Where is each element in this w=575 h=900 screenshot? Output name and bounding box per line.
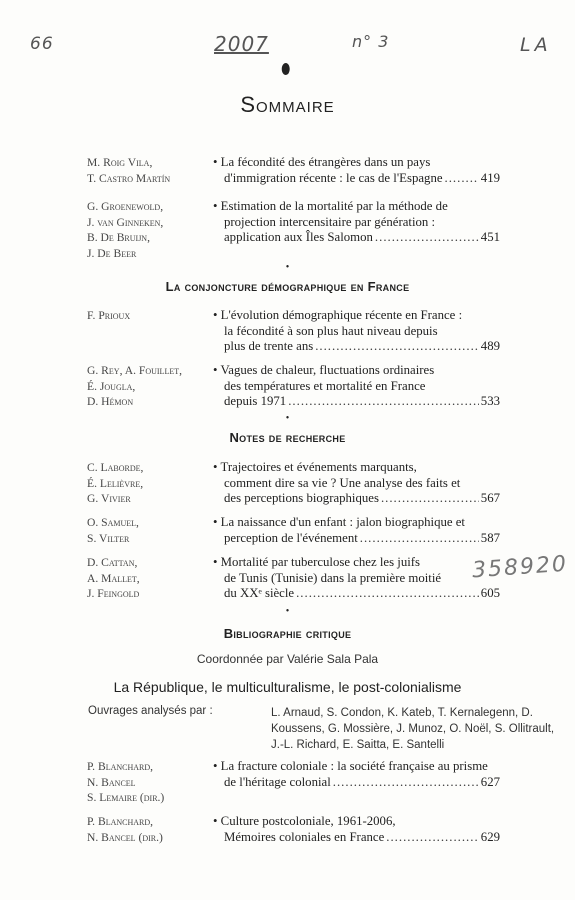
- page-title: Sommaire: [240, 92, 335, 117]
- handwritten-year: 2007: [214, 32, 269, 56]
- entry-page-number: 605: [480, 586, 500, 600]
- separator-bullet: •: [285, 262, 290, 273]
- entry-authors: M. Roig Vila, T. Castro Martín: [87, 156, 171, 185]
- entry-page-number: 489: [480, 339, 500, 353]
- entry-authors: P. Blanchard, N. Bancel S. Lemaire (dir.): [87, 760, 165, 804]
- entry-page-number: 567: [480, 491, 500, 505]
- coordinator-line: Coordonnée par Valérie Sala Pala: [196, 652, 379, 666]
- entry-description: • Culture postcoloniale, 1961-2006, Mémoires coloniales en France ..... 629: [213, 814, 500, 845]
- section-title-biblio: Bibliographie critique: [223, 626, 352, 641]
- entry-authors: G. Rey, A. Fouillet, É. Jougla, D. Hémon: [87, 364, 183, 408]
- separator-bullet: •: [285, 606, 290, 617]
- biblio-theme: La République, le multiculturalisme, le post-colonialisme: [113, 679, 462, 695]
- analysed-label: Ouvrages analysés par :: [88, 705, 213, 717]
- entry-authors: P. Blanchard, N. Bancel (dir.): [87, 815, 163, 844]
- entry-page-number: 533: [480, 394, 500, 408]
- handwritten-issue: n° 3: [352, 32, 390, 51]
- entry-authors: C. Laborde, É. Lelièvre, G. Vivier: [87, 461, 144, 505]
- separator-bullet: •: [285, 413, 290, 424]
- entry-page-number: 629: [480, 829, 500, 844]
- entry-description: • La naissance d'un enfant : jalon biographique et perception de l'événement ..... 587: [213, 515, 500, 546]
- entry-description: • L'évolution démographique récente en France : la fécondité à son plus haut niveau depuis plus de trente ans ..... 489: [213, 308, 500, 355]
- entry-authors: D. Cattan, A. Mallet, J. Feingold: [87, 556, 140, 600]
- entry-page-number: 627: [480, 774, 500, 789]
- entry-page-number: 451: [480, 230, 500, 244]
- entry-description: • Trajectoires et événements marquants, comment dire sa vie ? Une analyse des faits et des perceptions biographiques ..... 567: [213, 460, 500, 507]
- handwritten-stamp-number: 358920: [471, 551, 569, 584]
- entry-page-number: 419: [480, 170, 500, 185]
- entry-authors: G. Groenewold, J. van Ginneken, B. De Bruijn, J. De Beer: [87, 200, 164, 260]
- section-title-notes: Notes de recherche: [229, 430, 346, 445]
- entry-description: • La fracture coloniale : la société française au prisme de l'héritage colonial ..... 627: [213, 759, 500, 790]
- entry-description: • Vagues de chaleur, fluctuations ordinaires des températures et mortalité en France depuis 1971 ..... 533: [213, 363, 500, 410]
- entry-authors: F. Prioux: [87, 309, 131, 322]
- ornament-icon: ⬮: [281, 60, 291, 78]
- handwritten-initials: LA: [520, 34, 552, 56]
- entry-authors: O. Samuel, S. Vilter: [87, 516, 139, 545]
- handwritten-page-ref: 66: [30, 34, 54, 54]
- entry-description: • La fécondité des étrangères dans un pays d'immigration récente : le cas de l'Espagne ..... 419: [213, 155, 500, 186]
- analysed-names: L. Arnaud, S. Condon, K. Kateb, T. Kernalegenn, D. Koussens, G. Mossière, J. Munoz, O. Noël, S. Ollitrault, J.-L. Richard, E. Saitta, E. Santelli: [271, 707, 555, 751]
- entry-description: • Estimation de la mortalité par la méthode de projection intercensitaire par génération : application aux Îles Salomon ..... 451: [213, 199, 500, 246]
- entry-description: • Mortalité par tuberculose chez les juifs de Tunis (Tunisie) dans la première moitié du XXᵉ siècle ..... 605: [213, 555, 500, 602]
- entry-page-number: 587: [480, 530, 500, 545]
- section-title-conjoncture: La conjoncture démographique en France: [165, 279, 410, 294]
